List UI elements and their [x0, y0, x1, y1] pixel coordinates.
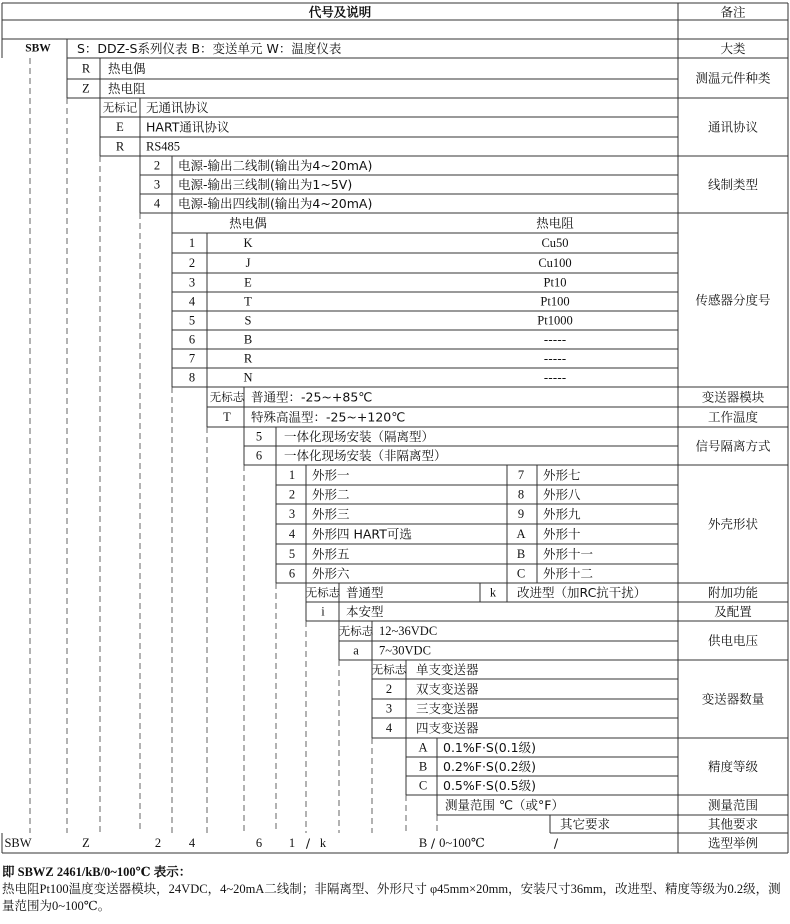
remark-qty-none-0: 变送器数量 — [701, 691, 765, 707]
cell-sensor-5-code: 5 — [188, 313, 196, 328]
cell-example-e12: / — [553, 835, 559, 851]
cell-func-normal-desc: 普通型 — [346, 585, 384, 600]
cell-func-i-code: i — [321, 604, 325, 619]
remark-sensor-head-0: 传感器分度号 — [695, 292, 771, 308]
cell-temp-high-code: T — [223, 410, 231, 424]
cell-comm-r-desc: RS485 — [146, 139, 181, 154]
remark-pwr-none-0: 供电电压 — [707, 633, 759, 648]
cell-shell-6-code2: C — [516, 566, 526, 581]
remark-func-i-0: 及配置 — [714, 604, 752, 619]
remark-wire-2-0: 线制类型 — [707, 177, 759, 192]
remark-other-0: 其他要求 — [707, 816, 759, 832]
cell-wire-4-code: 4 — [153, 196, 161, 211]
cell-sensor-1-code: 1 — [188, 236, 196, 250]
cell-example-e3: 2 — [154, 836, 162, 850]
cell-acc-c-code: C — [418, 778, 428, 793]
remark-temp-normal-0: 变送器模块 — [701, 389, 765, 405]
cell-sensor-7-tc: R — [243, 351, 253, 366]
cell-shell-3-code2: 9 — [517, 507, 525, 521]
cell-shell-3-desc: 外形三 — [312, 506, 350, 522]
cell-qty-2-code: 2 — [385, 682, 393, 696]
example-body: 热电阻Pt100温度变送器模块，24VDC，4~20mA二线制；非隔离型、外形尺寸 φ45mm×20mm，安装尺寸36mm，改进型、精度等级为0.2级，测量范围为0~100℃。 — [2, 882, 781, 913]
cell-shell-5-code: 5 — [288, 547, 296, 561]
cell-temp-normal-desc: 普通型：-25~+85℃ — [251, 389, 373, 405]
remark-comm-none-0: 通讯协议 — [707, 119, 759, 135]
cell-example-e2: Z — [82, 836, 90, 850]
cell-wire-2-code: 2 — [153, 158, 161, 173]
cell-pwr-none-code: 无标志 — [338, 624, 374, 638]
cell-comm-none-code: 无标记 — [102, 100, 138, 115]
cell-comm-e-code: E — [116, 120, 124, 134]
cell-shell-5-desc: 外形五 — [312, 546, 350, 562]
cell-shell-2-code2: 8 — [517, 487, 525, 502]
cell-shell-1-desc: 外形一 — [312, 467, 350, 483]
cell-example-e6: 1 — [288, 836, 296, 850]
cell-example-e4: 4 — [188, 836, 196, 850]
cell-sensor-5-rtd: Pt1000 — [537, 313, 573, 328]
cell-base-sbw: SBW — [25, 42, 51, 55]
cell-shell-4-desc: 外形四 HART可选 — [312, 526, 412, 542]
cell-shell-6-code: 6 — [288, 566, 296, 581]
example-explanation — [2, 864, 788, 915]
cell-sensor-2-rtd: Cu100 — [538, 256, 572, 270]
cell-sensor-2-tc: J — [245, 256, 251, 270]
cell-func-normal-code: 无标志 — [305, 585, 341, 600]
cell-shell-2-code: 2 — [288, 487, 296, 502]
cell-base-desc: S：DDZ-S系列仪表 B：变送单元 W：温度仪表 — [77, 41, 342, 56]
cell-sensor-6-code: 6 — [188, 332, 196, 347]
cell-pwr-none-desc: 12~36VDC — [379, 624, 438, 638]
cell-wire-2-desc: 电源-输出二线制(输出为4~20mA) — [178, 158, 373, 173]
cell-comm-r-code: R — [115, 139, 125, 154]
cell-sensor-8-tc: N — [243, 370, 253, 385]
cell-sensor-4-tc: T — [244, 294, 252, 309]
cell-sensor-3-code: 3 — [188, 275, 196, 290]
cell-z-code: Z — [82, 81, 90, 96]
cell-sensor-2-code: 2 — [188, 256, 196, 270]
cell-qty-3-desc: 三支变送器 — [416, 701, 479, 716]
cell-shell-2-desc: 外形二 — [312, 487, 350, 502]
cell-example-e9: B — [418, 836, 428, 850]
cell-shell-3-desc2: 外形九 — [543, 506, 581, 522]
cell-pwr-a-desc: 7~30VDC — [379, 643, 431, 658]
cell-example-e11: 0~100℃ — [439, 836, 485, 850]
remark-range-0: 测量范围 — [707, 797, 759, 813]
cell-pwr-a-code: a — [353, 643, 359, 658]
cell-shell-1-code: 1 — [288, 468, 296, 482]
cell-acc-a-code: A — [418, 740, 428, 755]
remark-example-0: 选型举例 — [707, 835, 759, 851]
cell-shell-4-code2: A — [516, 527, 526, 541]
cell-func-i-desc: 本安型 — [346, 604, 384, 619]
cell-func-normal-code2: k — [489, 585, 497, 600]
cell-sensor-4-rtd: Pt100 — [540, 294, 570, 309]
cell-iso-6-code: 6 — [255, 448, 263, 463]
header-remarks: 备注 — [720, 4, 746, 20]
cell-shell-1-code2: 7 — [517, 468, 525, 482]
cell-comm-none-desc: 无通讯协议 — [146, 100, 209, 115]
cell-comm-e-desc: HART通讯协议 — [146, 119, 230, 135]
remark-temp-high-0: 工作温度 — [707, 409, 759, 425]
remark-r-0: 测温元件种类 — [695, 70, 771, 86]
cell-sensor-1-tc: K — [243, 236, 253, 250]
cell-shell-5-code2: B — [516, 547, 526, 561]
cell-shell-6-desc: 外形六 — [312, 566, 350, 581]
cell-qty-none-code: 无标志 — [371, 662, 407, 677]
cell-shell-3-code: 3 — [288, 507, 296, 521]
cell-range-desc: 测量范围 ℃（或°F） — [445, 797, 564, 813]
cell-sensor-4-code: 4 — [188, 294, 196, 309]
cell-qty-4-desc: 四支变送器 — [416, 720, 479, 736]
cell-wire-4-desc: 电源-输出四线制(输出为4~20mA) — [178, 196, 373, 211]
cell-r-desc: 热电偶 — [108, 61, 146, 76]
cell-sensor-8-rtd: ----- — [543, 370, 567, 385]
cell-shell-6-desc2: 外形十二 — [543, 566, 594, 581]
cell-r-code: R — [81, 61, 91, 76]
cell-iso-5-code: 5 — [255, 429, 263, 444]
cell-sensor-6-rtd: ----- — [543, 332, 567, 347]
cell-temp-high-desc: 特殊高温型：-25~+120℃ — [251, 409, 406, 425]
header-title: 代号及说明 — [308, 4, 372, 20]
cell-qty-2-desc: 双支变送器 — [416, 681, 479, 697]
cell-sensor-3-tc: E — [244, 275, 252, 290]
cell-other-desc: 其它要求 — [560, 816, 611, 832]
cell-acc-b-code: B — [418, 759, 428, 774]
cell-shell-4-desc2: 外形十 — [543, 526, 581, 542]
cell-acc-c-desc: 0.5%F·S(0.5级) — [443, 778, 536, 793]
cell-example-e1: SBW — [4, 836, 32, 850]
remark-iso-5-0: 信号隔离方式 — [695, 438, 771, 454]
cell-sensor-5-tc: S — [244, 313, 252, 328]
cell-acc-a-desc: 0.1%F·S(0.1级) — [443, 740, 536, 755]
example-heading: 即 SBWZ 2461/kB/0~100℃ 表示： — [2, 865, 192, 879]
cell-example-e7: / — [305, 835, 311, 851]
cell-sensor-8-code: 8 — [188, 370, 196, 385]
cell-example-e8: k — [319, 836, 327, 850]
cell-sensor-head-col2: 热电阻 — [536, 215, 574, 231]
cell-example-e5: 6 — [255, 836, 263, 850]
remark-shell-1-0: 外壳形状 — [707, 516, 759, 532]
cell-temp-normal-code: 无标志 — [209, 390, 245, 404]
cell-sensor-1-rtd: Cu50 — [541, 236, 569, 250]
cell-func-normal-desc2: 改进型（加RC抗干扰） — [517, 585, 647, 600]
cell-wire-3-desc: 电源-输出三线制(输出为1~5V) — [178, 177, 353, 192]
cell-shell-1-desc2: 外形七 — [543, 467, 581, 483]
cell-qty-3-code: 3 — [385, 701, 393, 716]
cell-iso-6-desc: 一体化现场安装（非隔离型） — [284, 448, 447, 463]
cell-sensor-head-col1: 热电偶 — [229, 215, 267, 231]
cell-shell-4-code: 4 — [288, 527, 296, 541]
remark-base-0: 大类 — [720, 41, 746, 56]
cell-sensor-7-rtd: ----- — [543, 351, 567, 366]
cell-sensor-7-code: 7 — [188, 351, 196, 366]
cell-example-e10: / — [430, 835, 436, 851]
cell-qty-4-code: 4 — [385, 721, 393, 735]
cell-z-desc: 热电阻 — [108, 81, 146, 96]
cell-wire-3-code: 3 — [153, 177, 161, 192]
cell-shell-5-desc2: 外形十一 — [543, 546, 594, 562]
remark-func-normal-0: 附加功能 — [707, 585, 759, 600]
cell-shell-2-desc2: 外形八 — [543, 487, 581, 502]
remark-acc-a-0: 精度等级 — [707, 759, 759, 774]
cell-iso-5-desc: 一体化现场安装（隔离型） — [284, 429, 435, 444]
cell-qty-none-desc: 单支变送器 — [416, 662, 479, 677]
cell-sensor-6-tc: B — [243, 332, 253, 347]
cell-sensor-3-rtd: Pt10 — [543, 275, 567, 290]
cell-acc-b-desc: 0.2%F·S(0.2级) — [443, 759, 536, 774]
